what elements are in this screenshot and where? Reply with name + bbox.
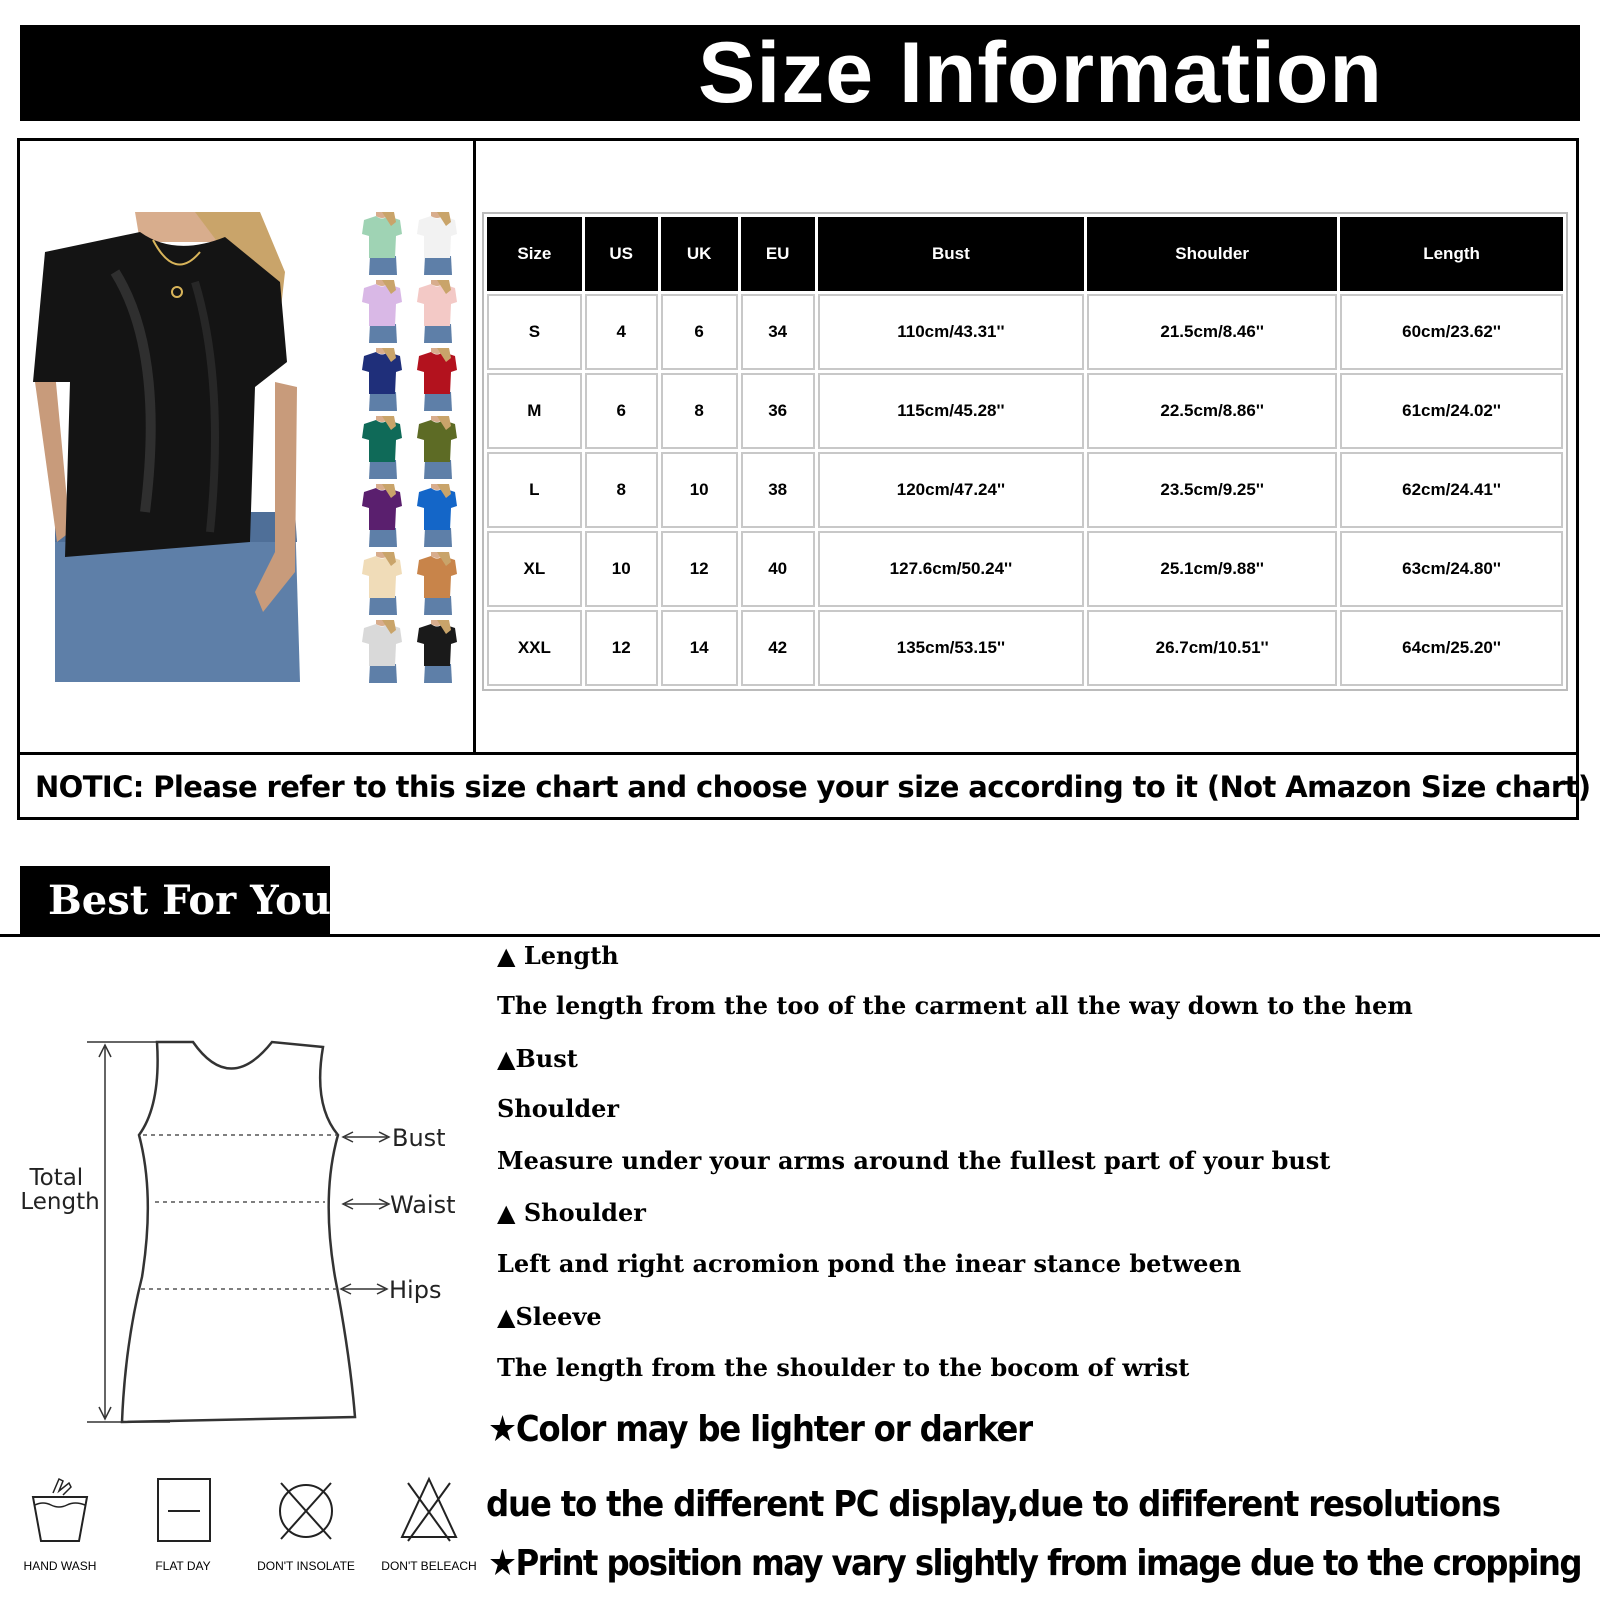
table-cell: 36 — [741, 373, 815, 449]
size-chart-notice: NOTIC: Please refer to this size chart and choose your size according to it (Not Amazon Size chart) — [35, 770, 1591, 804]
table-cell: 26.7cm/10.51'' — [1087, 610, 1337, 686]
column-header: Size — [487, 217, 582, 291]
table-row — [487, 294, 1563, 370]
color-swatch[interactable] — [415, 484, 459, 547]
color-swatch[interactable] — [415, 552, 459, 615]
guide-heading: ▲Bust — [497, 1044, 578, 1073]
table-cell: XXL — [487, 610, 582, 686]
color-swatches — [360, 212, 460, 684]
color-swatch[interactable] — [415, 348, 459, 411]
color-swatch[interactable] — [360, 280, 404, 343]
do-not-tumble-icon — [271, 1475, 341, 1547]
column-header: UK — [661, 217, 738, 291]
table-cell: 22.5cm/8.86'' — [1087, 373, 1337, 449]
table-cell: 63cm/24.80'' — [1340, 531, 1563, 607]
care-label: DON'T INSOLATE — [257, 1559, 355, 1573]
table-cell: 60cm/23.62'' — [1340, 294, 1563, 370]
guide-heading: ▲ Shoulder — [497, 1198, 646, 1227]
do-not-bleach-icon — [394, 1475, 464, 1547]
care-item — [5, 1475, 115, 1585]
care-item — [374, 1475, 484, 1585]
care-label: DON'T BELEACH — [381, 1559, 477, 1573]
guide-heading: ▲ Length — [497, 941, 619, 970]
table-cell: XL — [487, 531, 582, 607]
color-swatch[interactable] — [415, 212, 459, 275]
color-swatch[interactable] — [360, 620, 404, 683]
color-swatch[interactable] — [415, 416, 459, 479]
guide-text: The length from the shoulder to the bocom of wrist — [497, 1353, 1190, 1382]
table-cell: 64cm/25.20'' — [1340, 610, 1563, 686]
guide-text: Left and right acromion pond the inear stance between — [497, 1249, 1242, 1278]
measurement-diagram — [15, 1025, 475, 1435]
color-swatch[interactable] — [360, 416, 404, 479]
care-label: FLAT DAY — [155, 1559, 211, 1573]
table-row — [487, 452, 1563, 528]
table-cell: 120cm/47.24'' — [818, 452, 1085, 528]
table-cell: 42 — [741, 610, 815, 686]
table-cell: 8 — [661, 373, 738, 449]
table-cell: 10 — [585, 531, 658, 607]
table-cell: 6 — [661, 294, 738, 370]
product-photo — [25, 212, 308, 682]
divider — [0, 934, 1600, 937]
display-note: due to the different PC display,due to dififerent resolutions — [486, 1484, 1500, 1525]
divider — [473, 140, 476, 753]
color-swatch[interactable] — [360, 552, 404, 615]
table-cell: M — [487, 373, 582, 449]
table-cell: 34 — [741, 294, 815, 370]
color-note: ★Color may be lighter or darker — [488, 1409, 1032, 1450]
table-cell: 10 — [661, 452, 738, 528]
hand-wash-icon — [25, 1475, 95, 1547]
column-header: Length — [1340, 217, 1563, 291]
table-header-row — [487, 217, 1563, 291]
table-cell: L — [487, 452, 582, 528]
color-swatch[interactable] — [415, 620, 459, 683]
color-swatch[interactable] — [415, 280, 459, 343]
care-item — [251, 1475, 361, 1585]
table-cell: S — [487, 294, 582, 370]
table-cell: 21.5cm/8.46'' — [1087, 294, 1337, 370]
total-length-label: Total Length — [20, 1165, 100, 1215]
guide-text: The length from the too of the carment all the way down to the hem — [497, 991, 1413, 1020]
table-cell: 127.6cm/50.24'' — [818, 531, 1085, 607]
column-header: Shoulder — [1087, 217, 1337, 291]
table-cell: 6 — [585, 373, 658, 449]
table-cell: 115cm/45.28'' — [818, 373, 1085, 449]
table-cell: 14 — [661, 610, 738, 686]
waist-label: Waist — [390, 1191, 456, 1219]
best-for-you-label: Best For You — [48, 877, 331, 924]
color-swatch[interactable] — [360, 212, 404, 275]
color-swatch[interactable] — [360, 484, 404, 547]
table-row — [487, 531, 1563, 607]
table-cell: 12 — [661, 531, 738, 607]
table-cell: 61cm/24.02'' — [1340, 373, 1563, 449]
table-cell: 12 — [585, 610, 658, 686]
header-banner — [20, 25, 1580, 121]
hips-label: Hips — [389, 1276, 442, 1304]
column-header: Bust — [818, 217, 1085, 291]
print-note: ★Print position may vary slightly from image due to the cropping — [488, 1543, 1581, 1584]
table-cell: 40 — [741, 531, 815, 607]
guide-heading: ▲Sleeve — [497, 1302, 602, 1331]
best-for-you-tab — [20, 866, 330, 936]
guide-text: Measure under your arms around the fullest part of your bust — [497, 1146, 1331, 1175]
bust-label: Bust — [392, 1124, 446, 1152]
care-item — [128, 1475, 238, 1585]
divider — [17, 752, 1579, 755]
table-cell: 62cm/24.41'' — [1340, 452, 1563, 528]
guide-heading: Shoulder — [497, 1094, 620, 1123]
table-cell: 38 — [741, 452, 815, 528]
table-cell: 110cm/43.31'' — [818, 294, 1085, 370]
size-table — [484, 214, 1566, 689]
table-row — [487, 373, 1563, 449]
table-cell: 25.1cm/9.88'' — [1087, 531, 1337, 607]
table-cell: 4 — [585, 294, 658, 370]
flat-dry-icon — [148, 1475, 218, 1547]
table-row — [487, 610, 1563, 686]
color-swatch[interactable] — [360, 348, 404, 411]
table-cell: 23.5cm/9.25'' — [1087, 452, 1337, 528]
column-header: EU — [741, 217, 815, 291]
table-cell: 135cm/53.15'' — [818, 610, 1085, 686]
column-header: US — [585, 217, 658, 291]
page-title: Size Information — [698, 25, 1383, 121]
care-label: HAND WASH — [23, 1559, 97, 1573]
table-cell: 8 — [585, 452, 658, 528]
